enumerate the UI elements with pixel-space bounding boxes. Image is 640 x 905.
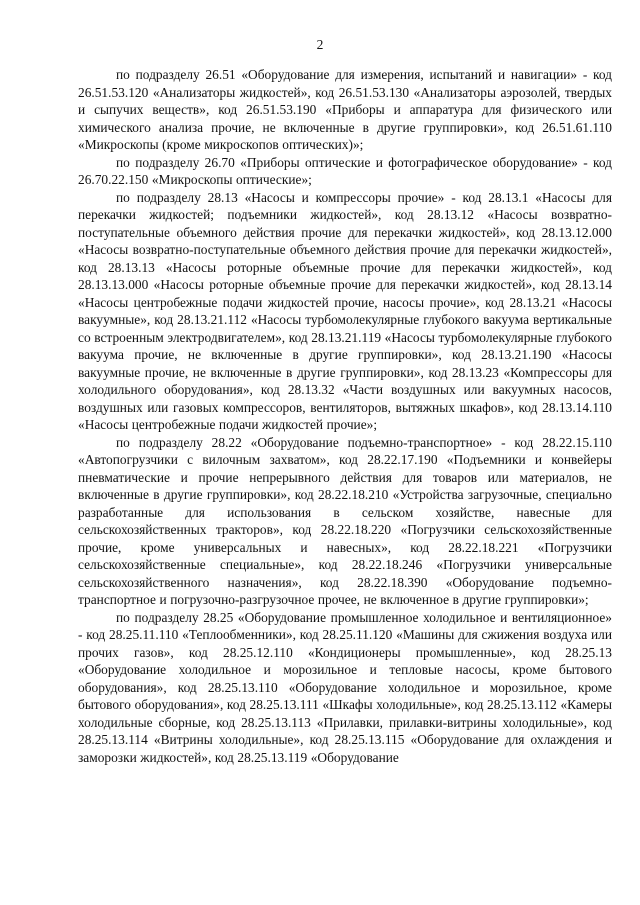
paragraph-subsection-26-51: по подразделу 26.51 «Оборудование для измерения, испытаний и навигации» - код 26.51.53.120 «Анализаторы жидкостей», код 26.51.53.130 «Анализаторы аэрозолей, твердых и сыпучих веществ», код 26.51.53.190 «Приборы и аппаратура для физического или химического анализа прочие, не включенные в другие группировки», код 26.51.61.110 «Микроскопы (кроме микроскопов оптических)»; [78,67,612,152]
page-number: 2 [316,37,324,52]
paragraph-subsection-28-22: по подразделу 28.22 «Оборудование подъемно-транспортное» - код 28.22.15.110 «Автопогрузчики с вилочным захватом», код 28.22.17.190 «Подъемники и конвейеры пневматические и прочие непрерывного действия для товаров или материалов, не включенные в другие группировки», код 28.22.18.210 «Устройства загрузочные, специально разработанные для использования в сельском хозяйстве, навесные для сельскохозяйственных тракторов», код 28.22.18.220 «Погрузчики сельскохозяйственные прочие, кроме универсальных и навесных», код 28.22.18.221 «Погрузчики сельскохозяйственные специальные», код 28.22.18.246 «Погрузчики универсальные сельскохозяйственного назначения», код 28.22.18.390 «Оборудование подъемно-транспортное и погрузочно-разгрузочное прочее, не включенное в другие группировки»; [78,434,612,607]
paragraph-subsection-28-25: по подразделу 28.25 «Оборудование промышленное холодильное и вентиляционное» - код 28.25.11.110 «Теплообменники», код 28.25.11.120 «Машины для сжижения воздуха или прочих газов», код 28.25.12.110 «Кондиционеры промышленные», код 28.25.13 «Оборудование холодильное и морозильное и тепловые насосы, кроме бытового оборудования», код 28.25.13.110 «Оборудование холодильное и морозильное, кроме бытового оборудования», код 28.25.13.111 «Шкафы холодильные», код 28.25.13.112 «Камеры холодильные сборные, код 28.25.13.113 «Прилавки, прилавки-витрины холодильные», код 28.25.13.114 «Витрины холодильные», код 28.25.13.115 «Оборудование для охлаждения и заморозки жидкостей», код 28.25.13.119 «Оборудование [78,609,612,765]
document-body [78,66,612,766]
paragraph-subsection-28-13: по подразделу 28.13 «Насосы и компрессоры прочие» - код 28.13.1 «Насосы для перекачки жидкостей; подъемники жидкостей», код 28.13.12 «Насосы возвратно-поступательные объемного действия прочие для перекачки жидкостей», код 28.13.12.000 «Насосы возвратно-поступательные объемного действия прочие для перекачки жидкостей», код 28.13.13 «Насосы роторные объемные прочие для перекачки жидкостей», код 28.13.13.000 «Насосы роторные объемные прочие для перекачки жидкостей», код 28.13.14 «Насосы центробежные подачи жидкостей прочие, насосы прочие», код 28.13.21 «Насосы вакуумные», код 28.13.21.112 «Насосы турбомолекулярные глубокого вакуума вертикальные со встроенным электродвигателем», код 28.13.21.119 «Насосы турбомолекулярные глубокого вакуума прочие, не включенные в другие группировки», код 28.13.21.190 «Насосы вакуумные прочие, не включенные в другие группировки», код 28.13.23 «Компрессоры для холодильного оборудования», код 28.13.32 «Части воздушных или вакуумных насосов, воздушных или газовых компрессоров, вентиляторов, вытяжных шкафов», код 28.13.14.110 «Насосы центробежные подачи жидкостей прочие»; [78,189,612,432]
paragraph-subsection-26-70: по подразделу 26.70 «Приборы оптические и фотографическое оборудование» - код 26.70.22.150 «Микроскопы оптические»; [78,154,612,187]
